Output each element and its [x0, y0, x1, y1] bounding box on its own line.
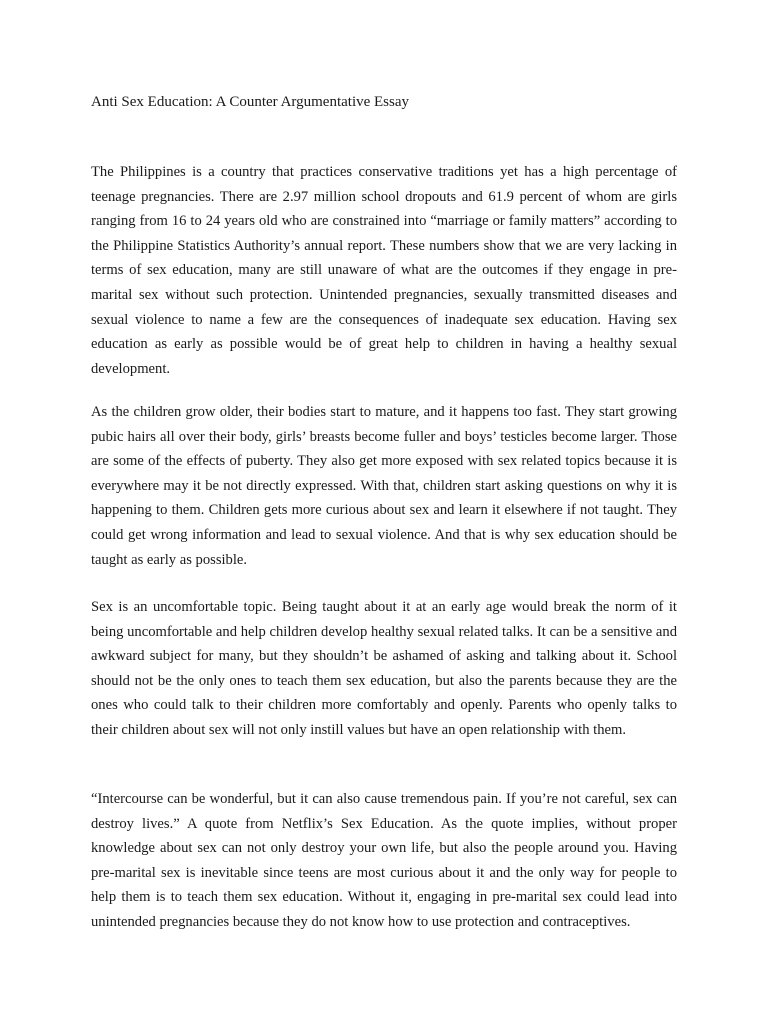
paragraph-intro: The Philippines is a country that practices conservative traditions yet has a high percentage of teenage pregnancies. There are 2.97 million school dropouts and 61.9 percent of whom are girls ranging from 16 to 24 years old who are constrained into “marriage or family matters” according to the Philippine Statistics Authority’s annual report. These numbers show that we are very lacking in terms of sex education, many are still unaware of what are the outcomes if they engage in pre-marital sex without such protection. Unintended pregnancies, sexually transmitted diseases and sexual violence to name a few are the consequences of inadequate sex education. Having sex education as early as possible would be of great help to children in having a healthy sexual development.	[91, 164, 677, 377]
document-title: Anti Sex Education: A Counter Argumentative Essay	[91, 94, 410, 110]
paragraph-puberty: As the children grow older, their bodies start to mature, and it happens too fast. They start growing pubic hairs all over their body, girls’ breasts become fuller and boys’ testicles become larger. Those are some of the effects of puberty. They also get more exposed with sex related topics because it is everywhere may it be not directly expressed. With that, children start asking questions on why it is happening to them. Children gets more curious about sex and learn it elsewhere if not taught. They could get wrong information and lead to sexual violence. And that is why sex education should be taught as early as possible.	[91, 404, 677, 568]
paragraph-quote: “Intercourse can be wonderful, but it can also cause tremendous pain. If you’re not careful, sex can destroy lives.” A quote from Netflix’s Sex Education. As the quote implies, without proper knowledge about sex can not only destroy your own life, but also the people around you. Having pre-marital sex is inevitable since teens are most curious about it and the only way for people to help them is to teach them sex education. Without it, engaging in pre-marital sex could lead into unintended pregnancies because they do not know how to use protection and contraceptives.	[91, 791, 677, 930]
paragraph-uncomfortable-topic: Sex is an uncomfortable topic. Being taught about it at an early age would break the norm of it being uncomfortable and help children develop healthy sexual related talks. It can be a sensitive and awkward subject for many, but they shouldn’t be ashamed of asking and talking about it. School should not be the only ones to teach them sex education, but also the parents because they are the ones who could talk to their children more comfortably and openly. Parents who openly talks to their children about sex will not only instill values but have an open relationship with them.	[91, 599, 677, 738]
